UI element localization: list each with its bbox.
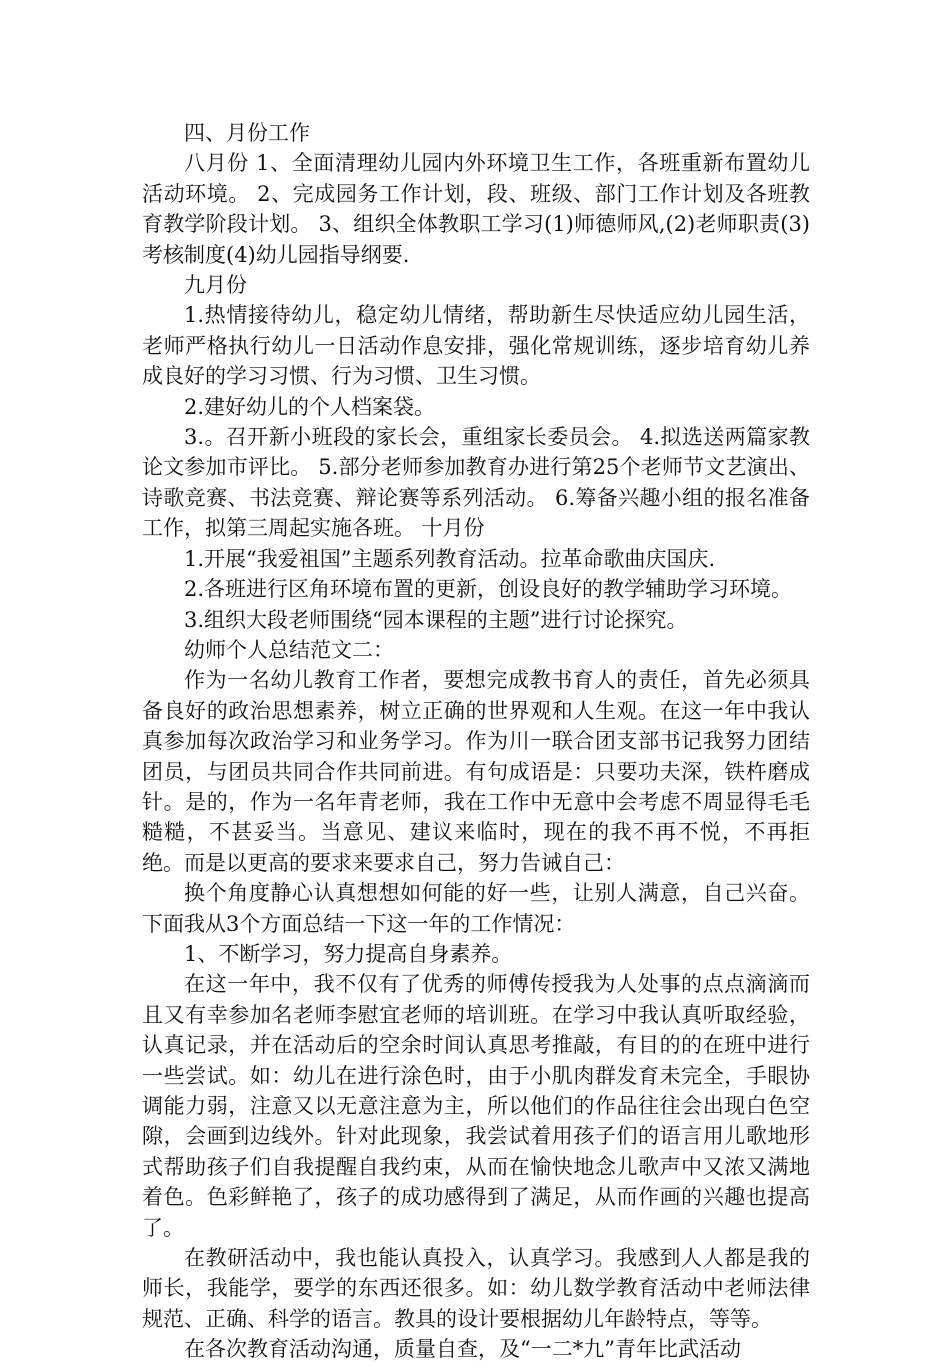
paragraph: 1.开展“我爱祖国”主题系列教育活动。拉革命歌曲庆国庆.	[184, 546, 716, 571]
month-heading-september: 九月份	[184, 273, 247, 298]
paragraph: 1.热情接待幼儿，稳定幼儿情绪，帮助新生尽快适应幼儿园生活，老师严格执行幼儿一日活动作息安排，强化常规训练，逐步培育幼儿养成良好的学习习惯、行为习惯、卫生习惯。	[142, 303, 810, 389]
section-heading: 四、月份工作	[184, 121, 310, 145]
paragraph: 3.。召开新小班段的家长会，重组家长委员会。 4.拟选送两篇家教论文参加市评比。 5.部分老师参加教育办进行第25个老师节文艺演出、诗歌竞赛、书法竞赛、辩论赛等系列活动。 6.筹备兴趣小组的报名准备工作，拟第三周起实施各班。 十月份	[142, 425, 810, 541]
paragraph: 作为一名幼儿教育工作者，要想完成教书育人的责任，首先必须具备良好的政治思想素养，树立正确的世界观和人生观。在这一年中我认真参加每次政治学习和业务学习。作为川一联合团支部书记我努力团结团员，与团员共同合作共同前进。有句成语是：只要功夫深，铁杵磨成针。是的，作为一名年青老师，我在工作中无意中会考虑不周显得毛毛糙糙，不甚妥当。当意见、建议来临时，现在的我不再不悦，不再拒绝。而是以更高的要求来要求自己，努力告诫自己：	[142, 668, 810, 875]
paragraph: 在这一年中，我不仅有了优秀的师傅传授我为人处事的点点滴滴而且又有幸参加名老师李慰宜老师的培训班。在学习中我认真听取经验，认真记录，并在活动后的空余时间认真思考推敲，有目的的在班中进行一些尝试。如：幼儿在进行涂色时，由于小肌肉群发育未完全，手眼协调能力弱，注意又以无意注意为主，所以他们的作品往往会出现白色空隙，会画到边线外。针对此现象，我尝试着用孩子们的语言用儿歌地形式帮助孩子们自我提醒自我约束，从而在愉快地念儿歌声中又浓又满地着色。色彩鲜艳了，孩子的成功感得到了满足，从而作画的兴趣也提高了。	[142, 972, 810, 1240]
paragraph: 2.建好幼儿的个人档案袋。	[184, 394, 436, 419]
paragraph: 2.各班进行区角环境布置的更新，创设良好的教学辅助学习环境。	[184, 577, 793, 602]
paragraph: 在各次教育活动沟通，质量自查，及“一二*九”青年比武活动	[184, 1337, 741, 1362]
subsection-heading: 1、不断学习，努力提高自身素养。	[184, 941, 513, 966]
article-heading: 幼师个人总结范文二：	[184, 637, 394, 662]
paragraph-august: 八月份 1、全面清理幼儿园内外环境卫生工作，各班重新布置幼儿活动环境。 2、完成园务工作计划，段、班级、部门工作计划及各班教育教学阶段计划。 3、组织全体教职工学习(1)师德师风,(2)老师职责(3)考核制度(4)幼儿园指导纲要.	[142, 151, 810, 267]
paragraph: 换个角度静心认真想想如何能的好一些，让别人满意，自己兴奋。 下面我从3个方面总结一下这一年的工作情况：	[142, 881, 810, 936]
paragraph: 3.组织大段老师围绕“园本课程的主题”进行讨论探究。	[184, 607, 688, 632]
paragraph: 在教研活动中，我也能认真投入，认真学习。我感到人人都是我的师长，我能学，要学的东西还很多。如：幼儿数学教育活动中老师法律规范、正确、科学的语言。教具的设计要根据幼儿年龄特点，等等。	[142, 1246, 810, 1331]
